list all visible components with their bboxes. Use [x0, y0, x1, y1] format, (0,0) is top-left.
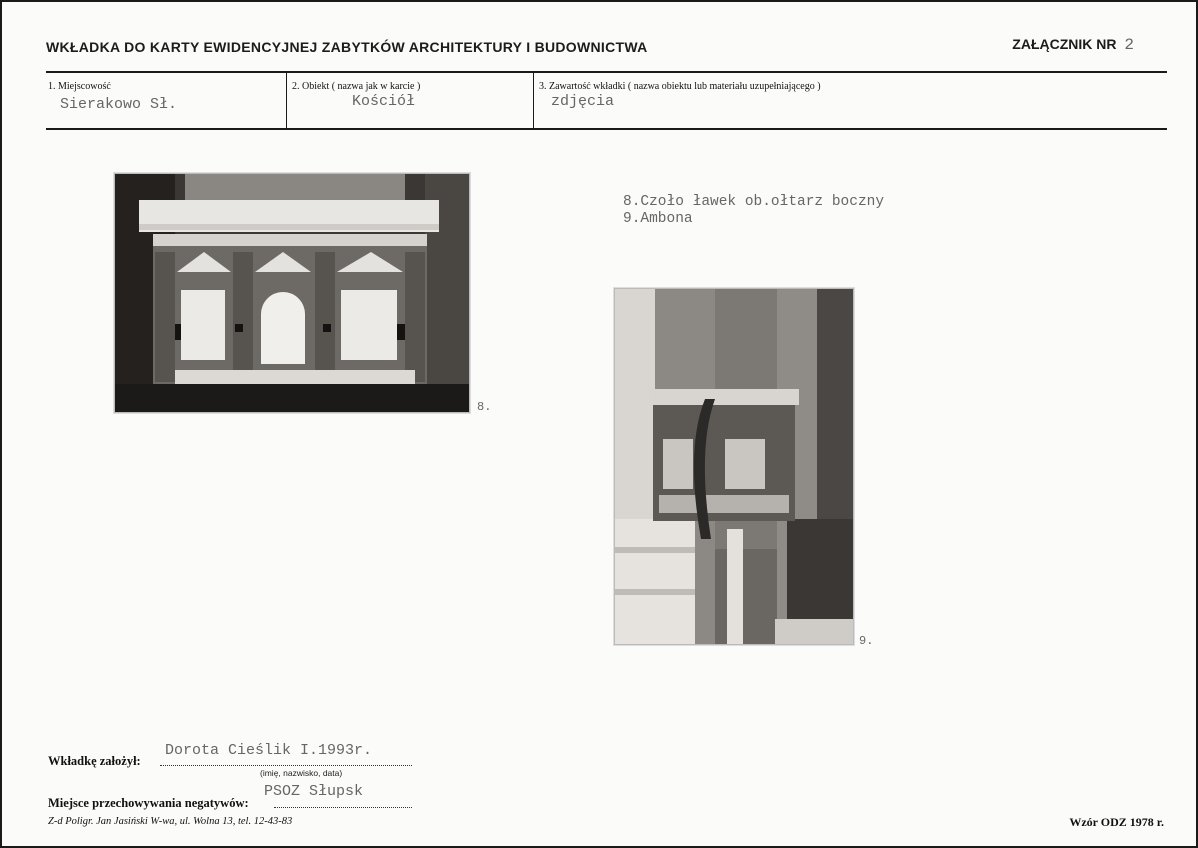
printer-info: Z-d Poligr. Jan Jasiński W-wa, ul. Wolna 13, tel. 12-43-83	[48, 816, 293, 827]
field-divider	[286, 73, 287, 129]
negatives-value: PSOZ Słupsk	[264, 783, 364, 800]
founder-line	[160, 765, 412, 766]
annex-number: 2	[1124, 36, 1134, 54]
photo-8-number: 8.	[477, 400, 492, 414]
locality-value: Sierakowo Sł.	[60, 96, 178, 113]
annex-label-text: ZAŁĄCZNIK NR	[1012, 36, 1117, 52]
founder-value: Dorota Cieślik I.1993r.	[165, 742, 373, 759]
form-title: WKŁADKA DO KARTY EWIDENCYJNEJ ZABYTKÓW ARCHITEKTURY I BUDOWNICTWA	[46, 39, 648, 55]
founder-label: Wkładkę założył:	[48, 754, 141, 768]
founder-hint: (imię, nazwisko, data)	[260, 768, 343, 778]
photo-9-number: 9.	[859, 634, 874, 648]
content-label: 3. Zawartość wkładki ( nazwa obiektu lub materiału uzupełniającego )	[539, 81, 821, 92]
locality-label: 1. Miejscowość	[48, 81, 111, 92]
annex-label	[1012, 36, 1134, 54]
object-value: Kościół	[352, 93, 416, 110]
altar-front-photo	[114, 173, 470, 413]
object-label: 2. Obiekt ( nazwa jak w karcie )	[292, 81, 421, 92]
bottom-rule	[46, 128, 1167, 130]
caption-9: 9.Ambona	[623, 211, 693, 227]
caption-8: 8.Czoło ławek ob.ołtarz boczny	[623, 194, 885, 210]
form-model: Wzór ODZ 1978 r.	[1069, 815, 1164, 829]
negatives-line	[274, 807, 412, 808]
negatives-label: Miejsce przechowywania negatywów:	[48, 796, 249, 810]
pulpit-photo	[614, 288, 854, 645]
content-value: zdjęcia	[551, 93, 615, 110]
top-rule	[46, 71, 1167, 73]
field-divider	[533, 73, 534, 129]
